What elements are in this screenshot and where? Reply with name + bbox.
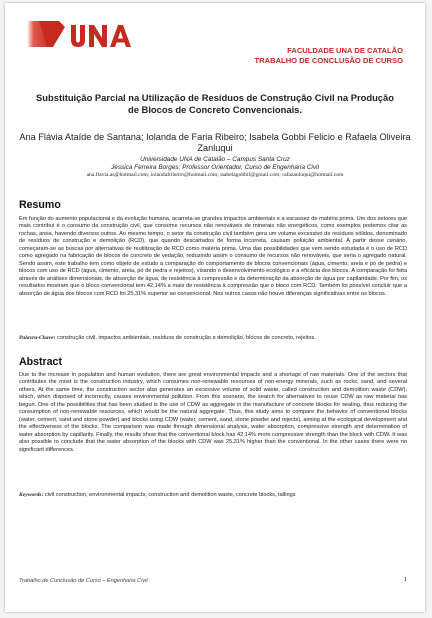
affiliation-block: [19, 156, 411, 172]
paper-title: Substituição Parcial na Utilização de Resíduos de Construção Civil na Produção de Blocos de Concreto Convencionais.: [36, 92, 394, 115]
keywords-text: civil construction, environmental impacts, construction and demolition waste, concrete blocks, tailings: [44, 492, 296, 498]
page-number: 1: [403, 576, 407, 583]
resumo-text: Em função do aumento populacional e da evolução humana, acarreta-se grandes impactos ambientais e a escassez de matéria prima. Um dos setores que mais contribui é o consumo da construção civil, que consome recursos não renováveis de minerais não energéticos, como exemplos podemos citar as rochas, areia, havendo diversos outros. Ao mesmo tempo, o setor da construção civil também gera um volume excessivo de resíduos sólidos, denominado de resíduos de construção e demolição (RCD), que quando descartados de forma incorreta, causam poluição ambiental. A partir desse cenário, começaram-se as buscas por alternativas de reutilização de RCD como matéria prima. Uma das possibilidades que vem sendo estudada é o uso de RCD como agregado na fabricação de blocos de concreto de vedação, reduzindo assim o consumo de recursos não renováveis, que seria o agregado natural. Sendo assim, este trabalho tem como objeto de estudo a comparação do comportamento de blocos convencionais (água, cimento, areia e pó de pedra) e blocos com uso de RCD (água, cimento, areia, pó de pedra e rejeitos), visando o desenvolvimento ecológico e a eficácia dos blocos. A comparação foi feita através de análises dimensionais, de absorção de água, de resistência à compressão e da determinação da absorção de água por capilaridade. Por fim, os resultados mostram que o bloco convencional tem 42,14% a mais de resistência à compressão que o bloco com RCD. Também foi possível concluir que a absorção de água dos blocos com RCD foi 25,31% superior ao convencional. Nos outros casos não houve diferenças significativas entre os blocos.: [19, 216, 407, 297]
palavras-chave: [19, 335, 407, 342]
una-logo: [25, 13, 135, 53]
footer-course: Trabalho de Conclusão de Curso – Engenharia Civil: [19, 578, 148, 584]
keywords-label: Keywords:: [19, 492, 44, 498]
palavras-chave-label: Palavra-Chave:: [19, 335, 56, 341]
faculty-name: FACULDADE UNA DE CATALÃO: [287, 46, 403, 55]
keywords: [19, 492, 407, 499]
abstract-text: Due to the increase in population and human evolution, there are great environmental impacts and a shortage of raw materials. One of the sectors that contributes the most is the construction industry, which consumes non-renewable resources of non-energy minerals, such as rocks, sand, and several others. At the same time, the construction sector also generates an excessive volume of solid waste, called construction and demolition waste (CDW), which, when disposed of incorrectly, causes environmental pollution. From this scenario, the search for alternatives to reuse CDW as raw material has begun. One of the possibilities that has been studied is the use of CDW as aggregate in the manufacture of concrete blocks for sealing, thus reducing the consumption of non-renewable resources, which would be the natural aggregate. Thus, this study aims to compare the behavior of conventional blocks (water, cement, sand and stone powder) and blocks using CDW (water, cement, sand, stone powder and rejects), aiming at the ecological development and the effectiveness of the blocks. The comparison was made through dimensional analysis, water absorption, compressive strength and determination of water absorption by capillarity. Finally, the results show that the conventional block has 42,14% more compressive strength than the block with CDW. It was also possible to conclude that the water absorption of the blocks with CDW was 25,31% higher than the conventional. In the other cases there were no significant differences.: [19, 372, 407, 453]
resumo-heading: Resumo: [19, 199, 61, 211]
institution-header: [254, 46, 403, 65]
palavras-chave-text: construção civil, impactos ambientais, resíduos de construção e demolição, blocos de concreto, rejeitos.: [57, 335, 316, 341]
document-page: [5, 3, 425, 612]
abstract-heading: Abstract: [19, 356, 62, 368]
author-list: Ana Flávia Ataíde de Santana; Iolanda de Faria Ribeiro; Isabela Gobbi Felicio e Rafaela Oliveira Zanluqui: [19, 132, 411, 153]
author-emails: ana.flavia.as@hotmail.com; iolandafribeiro@hotmail.com; isabelagobbif@gmail.com; rafazanluqui@hotmail.com: [86, 172, 344, 178]
university-affiliation: Universidade UNA de Catalão – Campus Santa Cruz: [140, 156, 290, 163]
advisor-affiliation: Jéssica Ferreira Borges; Professor Orientador, Curso de Engenharia Civil: [111, 164, 319, 171]
course-work-label: TRABALHO DE CONCLUSÃO DE CURSO: [254, 55, 403, 65]
